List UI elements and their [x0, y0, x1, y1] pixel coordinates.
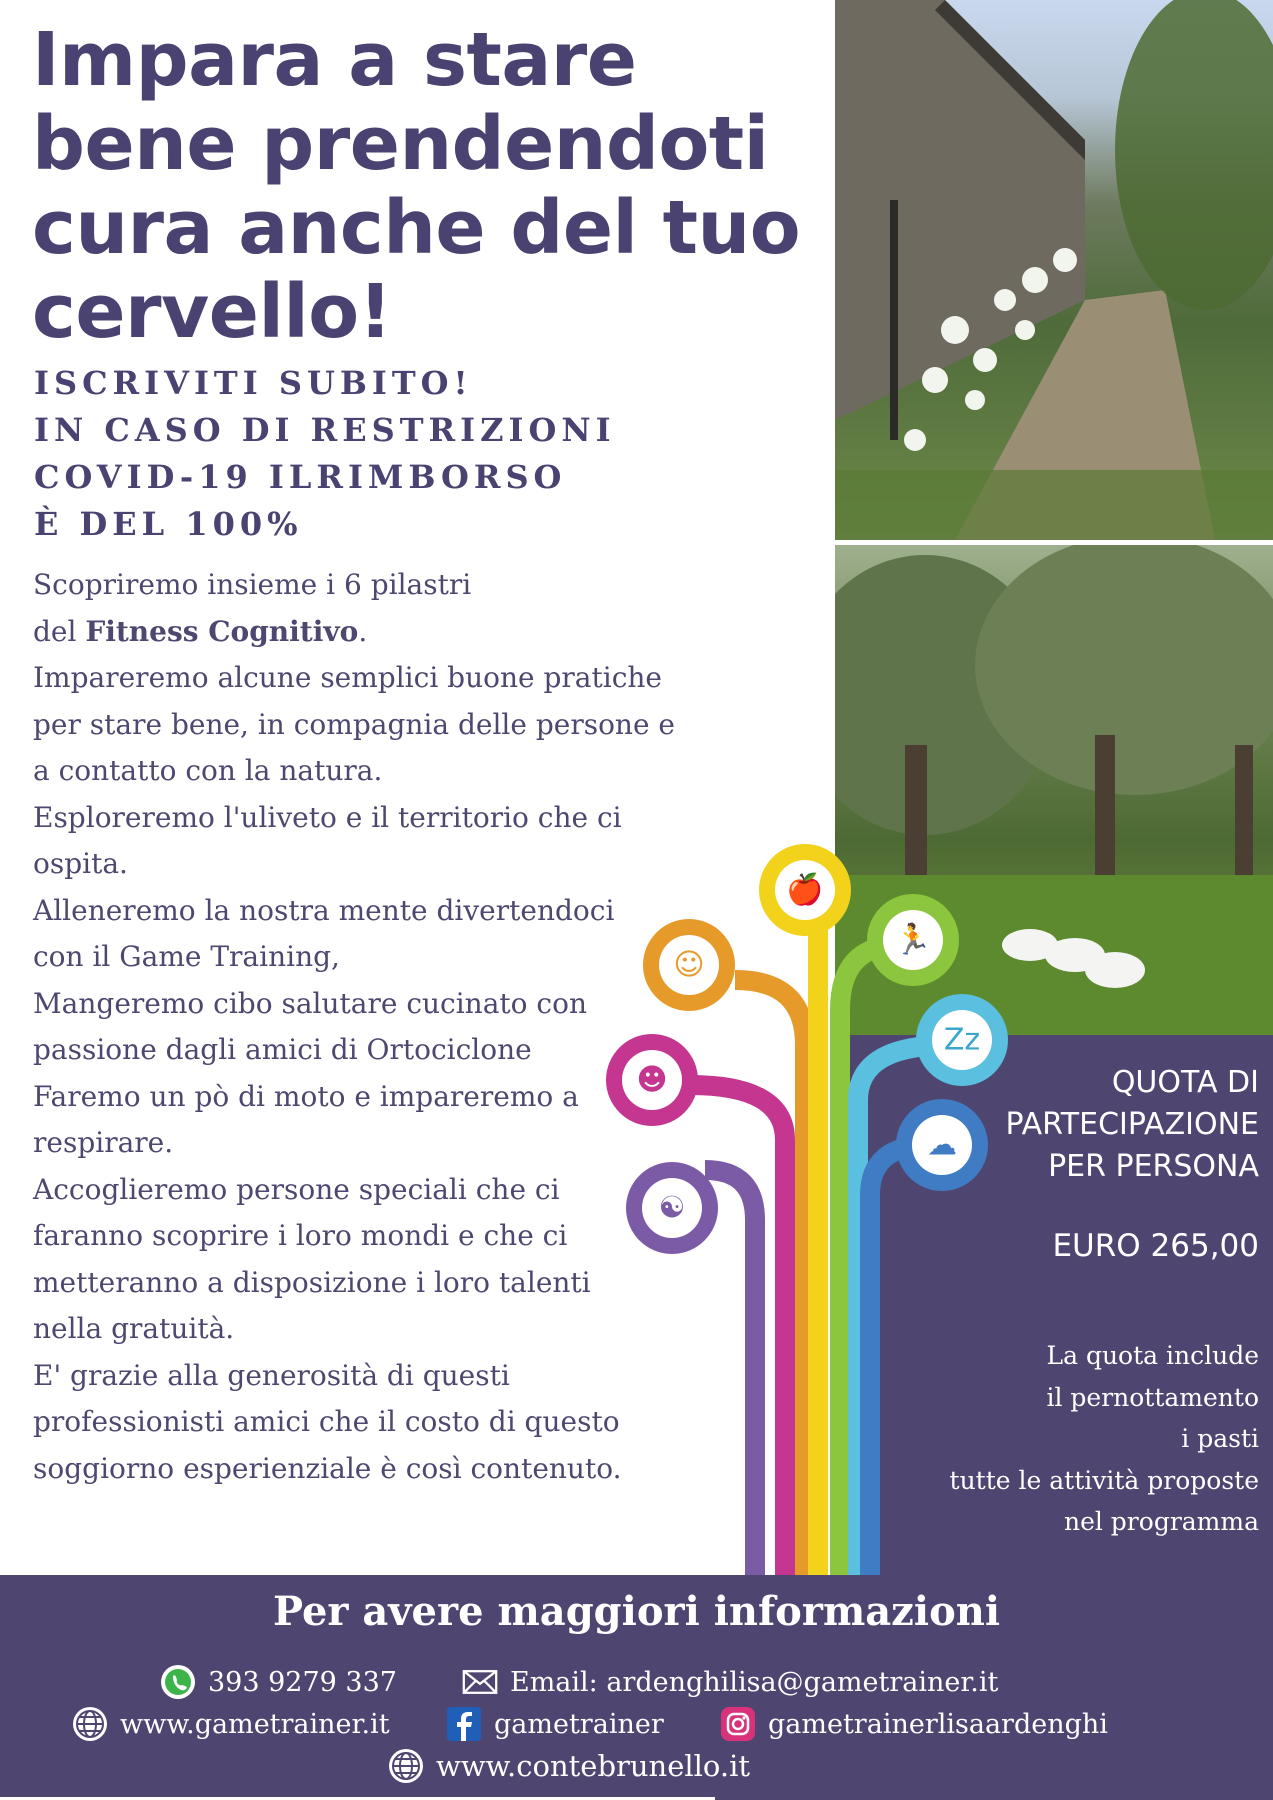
instagram-link[interactable] — [720, 1706, 1108, 1742]
head-cloud-icon: ☁ — [927, 1127, 957, 1163]
body-line: ospita. — [33, 847, 128, 880]
brain-icon: ☺ — [673, 947, 705, 983]
body-line: Accoglieremo persone speciali che ci — [33, 1172, 560, 1206]
subheading-line: IN CASO DI RESTRIZIONI — [34, 411, 616, 449]
heading-line: Impara a stare — [32, 17, 637, 103]
phone-contact[interactable] — [160, 1664, 397, 1700]
body-line: per stare bene, in compagnia delle persone e — [33, 707, 676, 741]
include-line: i pasti — [1181, 1424, 1259, 1453]
description-text — [33, 562, 733, 1492]
body-line: soggiorno esperienziale è così contenuto. — [33, 1451, 622, 1485]
envelope-icon — [462, 1664, 498, 1700]
body-line: Alleneremo la nostra mente divertendoci — [33, 893, 615, 927]
body-line: Mangeremo cibo salutare cucinato con — [33, 986, 587, 1020]
body-line: Esploreremo l'uliveto e il territorio che ci — [33, 800, 622, 834]
email-address: Email: ardenghilisa@gametrainer.it — [510, 1666, 999, 1698]
facebook-handle: gametrainer — [494, 1708, 664, 1740]
body-line: Impareremo alcune semplici buone pratiche — [33, 661, 662, 694]
include-line: tutte le attività proposte — [949, 1465, 1259, 1495]
body-line: a contatto con la natura. — [33, 754, 383, 787]
heading-line: cervello! — [32, 269, 392, 355]
fitness-cognitivo-bold: Fitness Cognitivo — [85, 614, 359, 648]
body-line: passione dagli amici di Ortociclone — [33, 1033, 532, 1066]
body-line: Scopriremo insieme i 6 pilastri — [33, 568, 472, 601]
heading-line: bene prendendoti — [32, 101, 769, 187]
body-line: con il Game Training, — [33, 940, 340, 973]
people-icon: ☻ — [636, 1062, 668, 1098]
website-url: www.gametrainer.it — [120, 1708, 390, 1740]
sleep-icon: Zz — [943, 1022, 981, 1058]
runner-icon: 🏃 — [894, 922, 932, 958]
body-text-fragment: del — [33, 614, 86, 648]
website-url: www.contebrunello.it — [436, 1749, 751, 1783]
globe-icon — [72, 1706, 108, 1742]
body-line: professionisti amici che il costo di questo — [33, 1405, 620, 1438]
quota-line: PER PERSONA — [1048, 1149, 1259, 1184]
phone-number: 393 9279 337 — [208, 1666, 397, 1698]
meditation-icon: ☯ — [658, 1190, 686, 1226]
include-line: il pernottamento — [1046, 1382, 1259, 1412]
body-line: respirare. — [33, 1126, 174, 1159]
body-text-fragment: . — [358, 614, 368, 648]
footer-title: Per avere maggiori informazioni — [272, 1588, 1001, 1635]
quota-label — [829, 1062, 1259, 1188]
email-contact[interactable] — [462, 1664, 998, 1700]
whatsapp-icon — [160, 1664, 196, 1700]
instagram-handle: gametrainerlisaardenghi — [768, 1708, 1108, 1740]
website-contebrunello-link[interactable] — [388, 1748, 750, 1784]
price-value: EURO 265,00 — [1052, 1228, 1259, 1264]
body-line: faranno scoprire i loro mondi e che ci — [33, 1219, 568, 1252]
heading-line: cura anche del tuo — [32, 185, 801, 271]
facebook-link[interactable] — [446, 1706, 664, 1742]
include-line: La quota include — [1046, 1341, 1259, 1370]
apple-icon: 🍎 — [786, 872, 824, 908]
website-gametrainer-link[interactable] — [72, 1706, 390, 1742]
include-line: nel programma — [1063, 1507, 1259, 1536]
body-line — [33, 609, 733, 656]
quota-line: PARTECIPAZIONE — [1005, 1107, 1259, 1142]
subheading — [34, 360, 674, 548]
quota-line: QUOTA DI — [1111, 1065, 1259, 1100]
price-includes — [839, 1335, 1259, 1543]
body-line: E' grazie alla generosità di questi — [33, 1358, 510, 1392]
main-heading — [32, 18, 812, 354]
body-line: metteranno a disposizione i loro talenti — [33, 1265, 591, 1299]
subheading-line: COVID-19 ILRIMBORSO — [34, 458, 567, 496]
subheading-line: ISCRIVITI SUBITO! — [34, 364, 473, 402]
facebook-icon — [446, 1706, 482, 1742]
body-line: Faremo un pò di moto e impareremo a — [33, 1079, 579, 1113]
body-line: nella gratuità. — [33, 1312, 235, 1345]
globe-icon — [388, 1748, 424, 1784]
subheading-line: È DEL 100% — [34, 505, 303, 543]
instagram-icon — [720, 1706, 756, 1742]
